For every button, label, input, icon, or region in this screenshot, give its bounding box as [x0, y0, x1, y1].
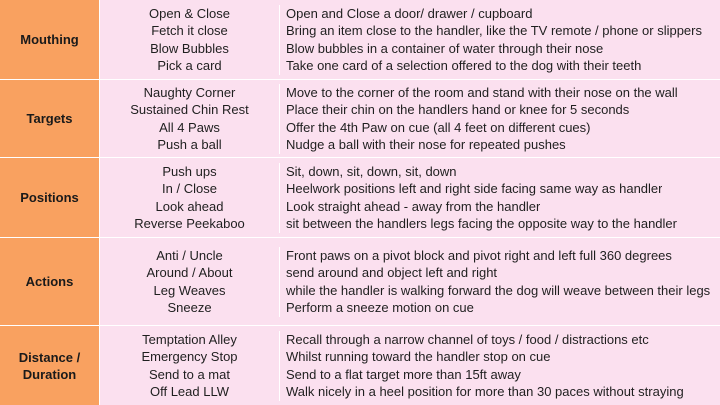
table-row [100, 348, 720, 366]
skill-name: All 4 Paws [100, 119, 280, 137]
table-row [100, 247, 720, 265]
skill-name: Leg Weaves [100, 282, 280, 300]
skill-name: Blow Bubbles [100, 40, 280, 58]
table-row [100, 331, 720, 349]
table-row [100, 163, 720, 181]
group-mouthing [0, 0, 720, 80]
skill-description: Nudge a ball with their nose for repeated pushes [286, 137, 566, 153]
skill-name: Send to a mat [100, 366, 280, 384]
skill-name: Look ahead [100, 198, 280, 216]
skill-description: sit between the handlers legs facing the opposite way to the handler [286, 216, 677, 232]
skill-name: Anti / Uncle [100, 247, 280, 265]
category-label: Mouthing [0, 0, 100, 79]
table-row [100, 119, 720, 137]
skill-description: Front paws on a pivot block and pivot right and left full 360 degrees [286, 247, 672, 263]
skill-description: Move to the corner of the room and stand with their nose on the wall [286, 84, 678, 100]
skill-description: Offer the 4th Paw on cue (all 4 feet on different cues) [286, 119, 591, 135]
table-row [100, 282, 720, 300]
skill-description: while the handler is walking forward the dog will weave between their legs [286, 282, 711, 298]
table-row [100, 366, 720, 384]
table-row [100, 84, 720, 102]
table-row [100, 57, 720, 75]
table-row [100, 22, 720, 40]
skill-description: Open and Close a door/ drawer / cupboard [286, 5, 533, 21]
row-list [100, 0, 720, 79]
skill-name: Pick a card [100, 57, 280, 75]
table-row [100, 299, 720, 317]
skill-name: Reverse Peekaboo [100, 215, 280, 233]
category-label: Actions [0, 238, 100, 325]
category-label: Positions [0, 158, 100, 237]
skill-description: Heelwork positions left and right side facing same way as handler [286, 181, 663, 197]
skill-name: Push ups [100, 163, 280, 181]
skill-description: Walk nicely in a heel position for more than 30 paces without straying [286, 384, 684, 400]
skill-description: Perform a sneeze motion on cue [286, 300, 474, 316]
row-list [100, 326, 720, 405]
table-row [100, 215, 720, 233]
skill-description: Recall through a narrow channel of toys / food / distractions etc [286, 331, 649, 347]
skill-description: Sit, down, sit, down, sit, down [286, 163, 457, 179]
table-row [100, 383, 720, 401]
skill-name: Temptation Alley [100, 331, 280, 349]
skill-name: Open & Close [100, 5, 280, 23]
category-label: Distance / Duration [0, 326, 100, 405]
row-list [100, 238, 720, 325]
table-row [100, 101, 720, 119]
table-row [100, 198, 720, 216]
skill-description: Send to a flat target more than 15ft away [286, 366, 521, 382]
skill-description: Place their chin on the handlers hand or knee for 5 seconds [286, 102, 630, 118]
group-actions [0, 238, 720, 326]
skill-name: Sneeze [100, 299, 280, 317]
group-targets [0, 80, 720, 158]
table-row [100, 5, 720, 23]
row-list [100, 158, 720, 237]
skill-description: Bring an item close to the handler, like the TV remote / phone or slippers [286, 23, 702, 39]
group-positions [0, 158, 720, 238]
skill-name: Fetch it close [100, 22, 280, 40]
skill-name: Emergency Stop [100, 348, 280, 366]
skill-name: Off Lead LLW [100, 383, 280, 401]
skill-description: Take one card of a selection offered to the dog with their teeth [286, 58, 642, 74]
table-row [100, 40, 720, 58]
skill-name: Push a ball [100, 136, 280, 154]
skill-description: Blow bubbles in a container of water through their nose [286, 40, 604, 56]
skill-name: Around / About [100, 264, 280, 282]
skill-description: Look straight ahead - away from the handler [286, 198, 541, 214]
skill-description: send around and object left and right [286, 265, 498, 281]
skill-name: Sustained Chin Rest [100, 101, 280, 119]
skill-name: Naughty Corner [100, 84, 280, 102]
table-row [100, 264, 720, 282]
skill-name: In / Close [100, 180, 280, 198]
table-row [100, 136, 720, 154]
row-list [100, 80, 720, 157]
table-row [100, 180, 720, 198]
group-distance-duration [0, 326, 720, 405]
skill-description: Whilst running toward the handler stop on cue [286, 349, 551, 365]
category-label: Targets [0, 80, 100, 157]
